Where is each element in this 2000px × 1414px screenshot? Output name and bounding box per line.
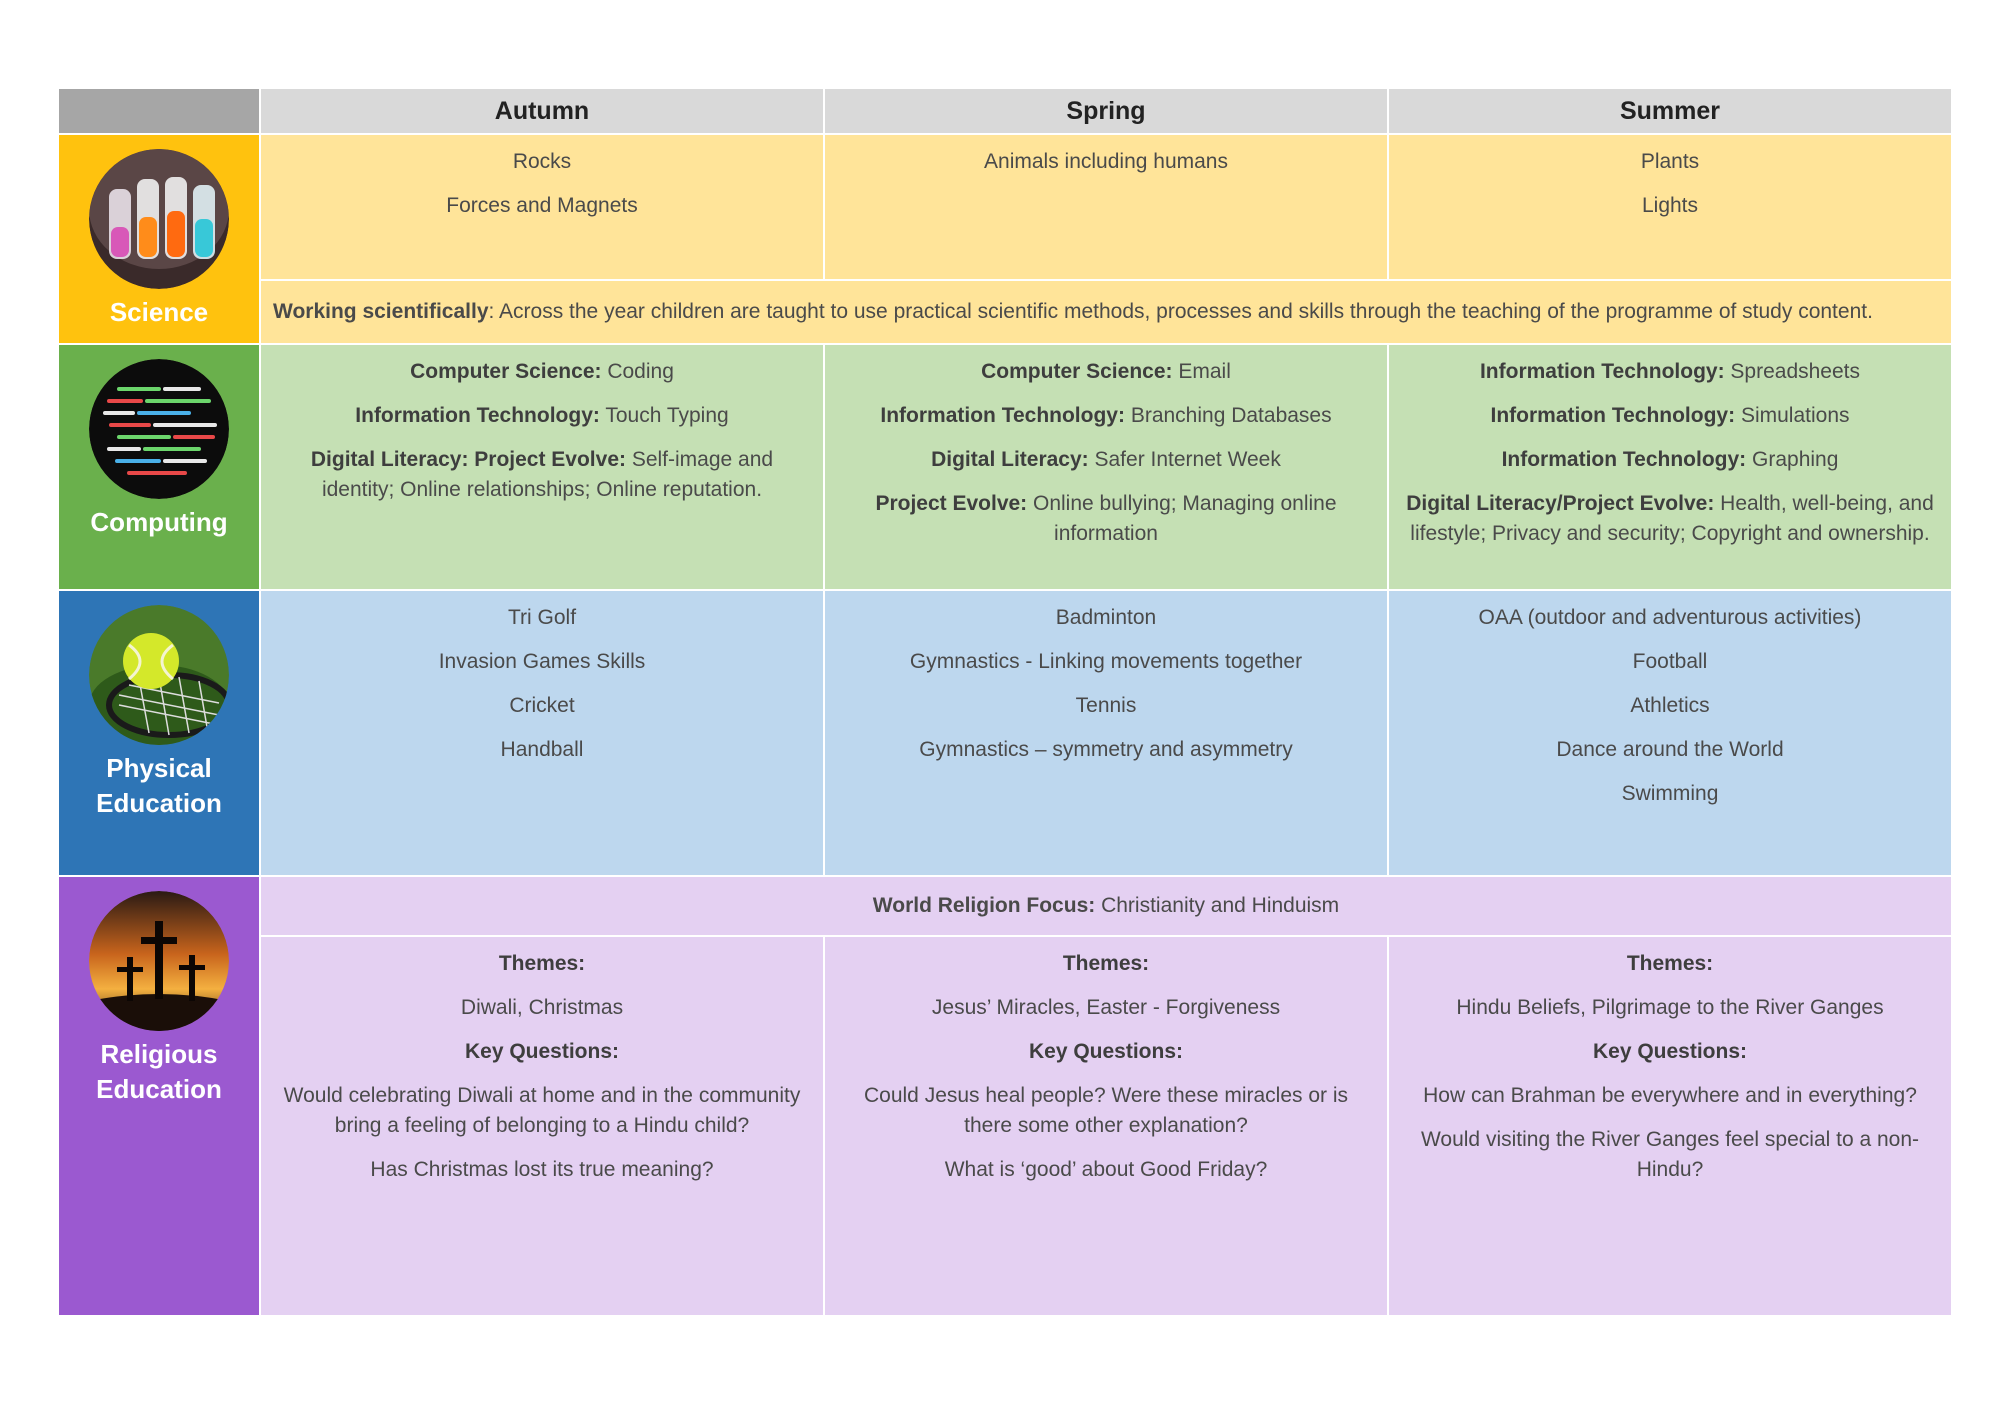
themes-heading: Themes:	[1062, 952, 1150, 975]
list-item: Computer Science: Coding	[410, 360, 674, 383]
pe-label-1: Physical	[106, 753, 212, 783]
pe-row	[58, 590, 1952, 876]
list-item: Animals including humans	[984, 150, 1228, 173]
question-item: How can Brahman be everywhere and in everything?	[1423, 1084, 1917, 1107]
re-themes-row	[58, 936, 1952, 1316]
question-item: Would celebrating Diwali at home and in the community bring a feeling of belonging to a Hindu child?	[283, 1084, 801, 1137]
pe-label-2: Education	[96, 788, 222, 818]
list-item: Handball	[500, 738, 584, 761]
list-item: OAA (outdoor and adventurous activities)	[1478, 606, 1862, 629]
list-item: Digital Literacy/Project Evolve: Health, well-being, and lifestyle; Privacy and security; Copyright and ownership.	[1406, 492, 1934, 545]
pe-spring-cell	[824, 590, 1388, 876]
questions-heading: Key Questions:	[464, 1040, 620, 1063]
list-item: Football	[1632, 650, 1708, 673]
list-item: Invasion Games Skills	[438, 650, 646, 673]
themes-text: Diwali, Christmas	[460, 996, 624, 1019]
list-item: Digital Literacy: Project Evolve: Self-image and identity; Online relationships; Online reputation.	[310, 448, 774, 501]
computing-spring-cell	[824, 344, 1388, 590]
themes-heading: Themes:	[1626, 952, 1714, 975]
working-scientifically-cell	[260, 280, 1952, 344]
list-item: Digital Literacy: Safer Internet Week	[931, 448, 1281, 471]
crosses-sunset-icon	[89, 891, 229, 1031]
header-spring: Spring	[824, 88, 1388, 134]
themes-text: Hindu Beliefs, Pilgrimage to the River Ganges	[1456, 996, 1884, 1019]
list-item: Information Technology: Touch Typing	[355, 404, 729, 427]
computing-summer-cell	[1388, 344, 1952, 590]
re-label-1: Religious	[100, 1039, 218, 1069]
list-item: Lights	[1641, 194, 1699, 217]
science-subject-cell	[58, 134, 260, 344]
re-autumn-cell	[260, 936, 824, 1316]
computing-label: Computing	[90, 507, 228, 537]
header-autumn: Autumn	[260, 88, 824, 134]
list-item: Information Technology: Branching Databases	[880, 404, 1332, 427]
list-item: Badminton	[1055, 606, 1157, 629]
list-item: Cricket	[509, 694, 575, 717]
list-item: Dance around the World	[1556, 738, 1784, 761]
themes-heading: Themes:	[498, 952, 586, 975]
computing-autumn-cell	[260, 344, 824, 590]
list-item: Information Technology: Graphing	[1501, 448, 1839, 471]
list-item: Athletics	[1630, 694, 1710, 717]
re-subject-cell	[58, 876, 260, 1316]
list-item: Forces and Magnets	[446, 194, 638, 217]
world-religion-focus-label: World Religion Focus:	[872, 894, 1096, 917]
code-screen-icon	[89, 359, 229, 499]
re-summer-cell	[1388, 936, 1952, 1316]
question-item: Could Jesus heal people? Were these miracles or is there some other explanation?	[863, 1084, 1349, 1137]
list-item: Project Evolve: Online bullying; Managing online information	[875, 492, 1337, 545]
science-summer-cell	[1388, 134, 1952, 280]
re-focus-row	[58, 876, 1952, 936]
science-autumn-cell	[260, 134, 824, 280]
tennis-ball-icon	[89, 605, 229, 745]
list-item: Information Technology: Simulations	[1490, 404, 1850, 427]
question-item: What is ‘good’ about Good Friday?	[944, 1158, 1268, 1181]
header-blank	[58, 88, 260, 134]
science-working-row	[58, 280, 1952, 344]
pe-autumn-cell	[260, 590, 824, 876]
list-item: Gymnastics - Linking movements together	[909, 650, 1303, 673]
header-row	[58, 88, 1952, 134]
science-row	[58, 134, 1952, 280]
themes-text: Jesus’ Miracles, Easter - Forgiveness	[931, 996, 1281, 1019]
questions-heading: Key Questions:	[1028, 1040, 1184, 1063]
working-scientifically-text: : Across the year children are taught to use practical scientific methods, processes and skills through the teaching of the programme of study content.	[488, 300, 1873, 323]
list-item: Information Technology: Spreadsheets	[1479, 360, 1861, 383]
questions-heading: Key Questions:	[1592, 1040, 1748, 1063]
list-item: Rocks	[512, 150, 572, 173]
test-tubes-icon	[89, 149, 229, 289]
computing-row	[58, 344, 1952, 590]
science-spring-cell	[824, 134, 1388, 280]
pe-summer-cell	[1388, 590, 1952, 876]
computing-subject-cell	[58, 344, 260, 590]
list-item: Swimming	[1621, 782, 1719, 805]
list-item: Tri Golf	[507, 606, 577, 629]
world-religion-focus-text: Christianity and Hinduism	[1095, 894, 1340, 917]
pe-subject-cell	[58, 590, 260, 876]
list-item: Plants	[1640, 150, 1700, 173]
curriculum-table	[57, 87, 1953, 1317]
science-label: Science	[109, 297, 209, 327]
world-religion-focus-cell	[260, 876, 1952, 936]
list-item: Gymnastics – symmetry and asymmetry	[919, 738, 1293, 761]
question-item: Would visiting the River Ganges feel special to a non-Hindu?	[1420, 1128, 1920, 1181]
header-summer: Summer	[1388, 88, 1952, 134]
list-item: Computer Science: Email	[981, 360, 1231, 383]
re-label-2: Education	[96, 1074, 222, 1104]
re-spring-cell	[824, 936, 1388, 1316]
working-scientifically-label: Working scientifically	[273, 300, 489, 323]
question-item: Has Christmas lost its true meaning?	[370, 1158, 714, 1181]
list-item: Tennis	[1075, 694, 1137, 717]
